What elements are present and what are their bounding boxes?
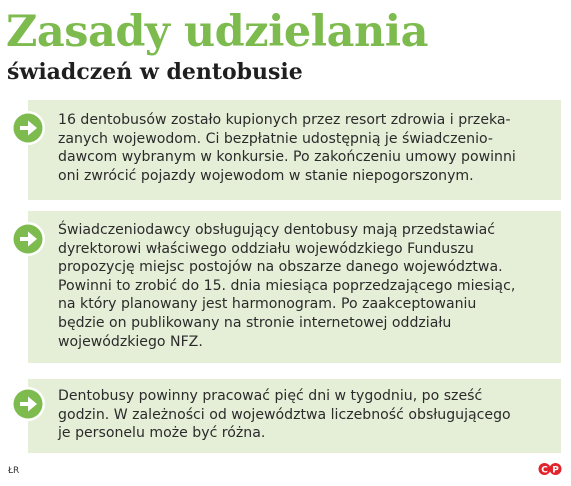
info-text-1: 16 dentobusów zostało kupionych przez resort zdrowia i przeka- zanych wojewodom. Ci bezpłatnie udostępnią je świadczenio- dawcom wybranym w konkursie. Po zakończeniu umowy powinni oni zwrócić pojazdy wojewodom w stanie niepogorszonym. [58,112,516,184]
page-subtitle: świadczeń w dentobusie [7,59,303,85]
info-text-2: Świadczeniodawcy obsługujący dentobusy mają przedstawiać dyrektorowi właściwego oddziału wojewódzkiego Funduszu propozycję miejsc postojów na obszarze danego województwa. Powinni to zrobić do 15. dnia miesiąca poprzedzającego miesiąc, na który planowany jest harmonogram. Po zaakceptowaniu będzie on publikowany na stronie internetowej oddziału wojewódzkiego NFZ. [58,222,516,350]
author-credit: ŁR [8,466,20,476]
info-box-2 [28,211,561,363]
info-text-3: Dentobusy powinny pracować pięć dni w tygodniu, po sześć godzin. W zależności od województwa liczebność obsługującego je personelu może być różna. [58,388,511,442]
info-box-1 [28,100,561,200]
info-box-3 [28,379,561,453]
svg-text:P: P [552,465,559,476]
arrow-right-icon [10,221,46,257]
publisher-logo [538,461,562,477]
arrow-right-icon [10,110,46,146]
svg-text:C: C [541,465,548,476]
page-title: Zasady udzielania [6,7,428,57]
arrow-right-icon [10,386,46,422]
